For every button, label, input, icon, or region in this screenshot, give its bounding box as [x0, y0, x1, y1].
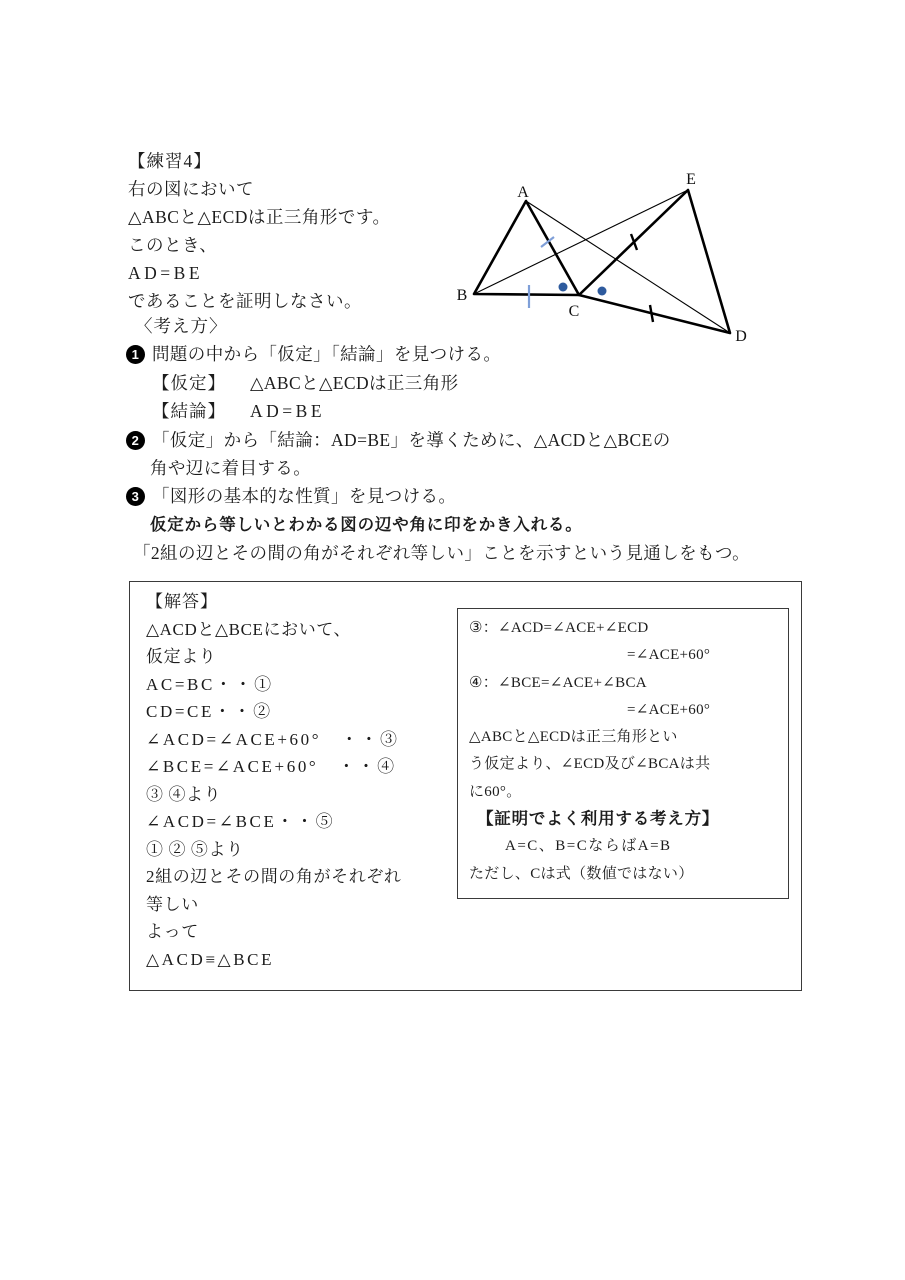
vertex-label-B: B [456, 287, 468, 304]
triangle-ABC [474, 201, 579, 295]
conclusion-row [125, 397, 805, 425]
vertex-label-C: C [568, 303, 580, 320]
problem-line: 右の図において [128, 179, 254, 199]
note-line: う仮定より、∠ECD及び∠BCAは共 [469, 756, 711, 773]
answer-heading: 【解答】 [146, 592, 218, 611]
conclusion-value: AD=BE [250, 401, 326, 422]
proof-line: CD=CE・・② [146, 702, 273, 721]
outlook-line: 「2組の辺とその間の角がそれぞれ等しい」ことを示すという見通しをもつ。 [133, 543, 751, 564]
step-2-text: 「仮定」から「結論：AD=BE」を導くために、△ACDと△BCEの [152, 429, 671, 450]
vertex-label-E: E [686, 171, 696, 188]
problem-line: このとき、 [128, 235, 218, 255]
proof-line: ∠ACD=∠BCE・・⑤ [146, 812, 336, 831]
exercise-title: 【練習4】 [128, 151, 212, 171]
vertex-label-A: A [517, 184, 529, 201]
note-line: A=C、B=CならばA=B [505, 838, 672, 855]
problem-line: であることを証明しなさい。 [128, 291, 362, 311]
step-3-emphasis: 仮定から等しいとわかる図の辺や角に印をかき入れる。 [150, 515, 583, 534]
note-line: △ABCと△ECDは正三角形とい [469, 729, 678, 746]
note-subheading: 【証明でよく利用する考え方】 [477, 810, 720, 829]
proof-line: よって [146, 922, 199, 941]
step-3-badge: 3 [126, 487, 145, 506]
note-line: ④：∠BCE=∠ACE+∠BCA [469, 674, 647, 691]
approach-step-1 [125, 340, 805, 368]
step-2-continuation: 角や辺に着目する。 [150, 458, 312, 479]
side-note-box [457, 608, 789, 899]
note-line: ③：∠ACD=∠ACE+∠ECD [469, 620, 649, 636]
assumption-label: 【仮定】 [152, 372, 226, 393]
proof-line: 等しい [146, 894, 199, 914]
approach-heading: 〈考え方〉 [135, 316, 228, 336]
proof-line: AC=BC・・① [146, 674, 274, 694]
step-1-badge: 1 [126, 345, 145, 364]
proof-line: △ACDと△BCEにおいて、 [146, 619, 352, 639]
step-1-text: 問題の中から「仮定」「結論」を見つける。 [152, 344, 502, 365]
proof-line: ① ② ⑤より [146, 839, 244, 859]
note-line: ただし、Cは式（数値ではない） [469, 865, 694, 882]
proof-line: △ACD≡△BCE [146, 949, 275, 969]
note-line: =∠ACE+60° [627, 701, 711, 718]
conclusion-label: 【結論】 [152, 401, 226, 422]
proof-line: 2組の辺とその間の角がそれぞれ [146, 867, 402, 886]
segment-BE [474, 190, 688, 294]
proof-column [146, 588, 402, 973]
assumption-value: △ABCと△ECDは正三角形 [250, 372, 459, 393]
side-note-content [469, 615, 781, 888]
approach-step-3 [125, 482, 805, 510]
proof-line: ∠ACD=∠ACE+60° ・・③ [146, 729, 400, 749]
note-line: に60°。 [469, 783, 522, 800]
proof-line: ∠BCE=∠ACE+60° ・・④ [146, 757, 397, 776]
angle-dot-BCA [559, 283, 568, 292]
tick-mark-CE [631, 234, 637, 250]
angle-dot-ECD [598, 287, 607, 296]
approach-step-2 [125, 426, 805, 454]
answer-box [129, 581, 802, 991]
note-line: =∠ACE+60° [627, 647, 711, 664]
step-2-badge: 2 [126, 431, 145, 450]
problem-statement [128, 147, 391, 315]
assumption-row [125, 369, 805, 397]
step-3-text: 「図形の基本的な性質」を見つける。 [152, 486, 457, 507]
problem-equation: AD=BE [128, 263, 204, 283]
vertex-label-D: D [735, 328, 747, 345]
proof-line: ③ ④より [146, 784, 222, 804]
problem-line: △ABCと△ECDは正三角形です。 [128, 207, 391, 227]
proof-line: 仮定より [146, 647, 217, 666]
approach-section [125, 312, 805, 568]
